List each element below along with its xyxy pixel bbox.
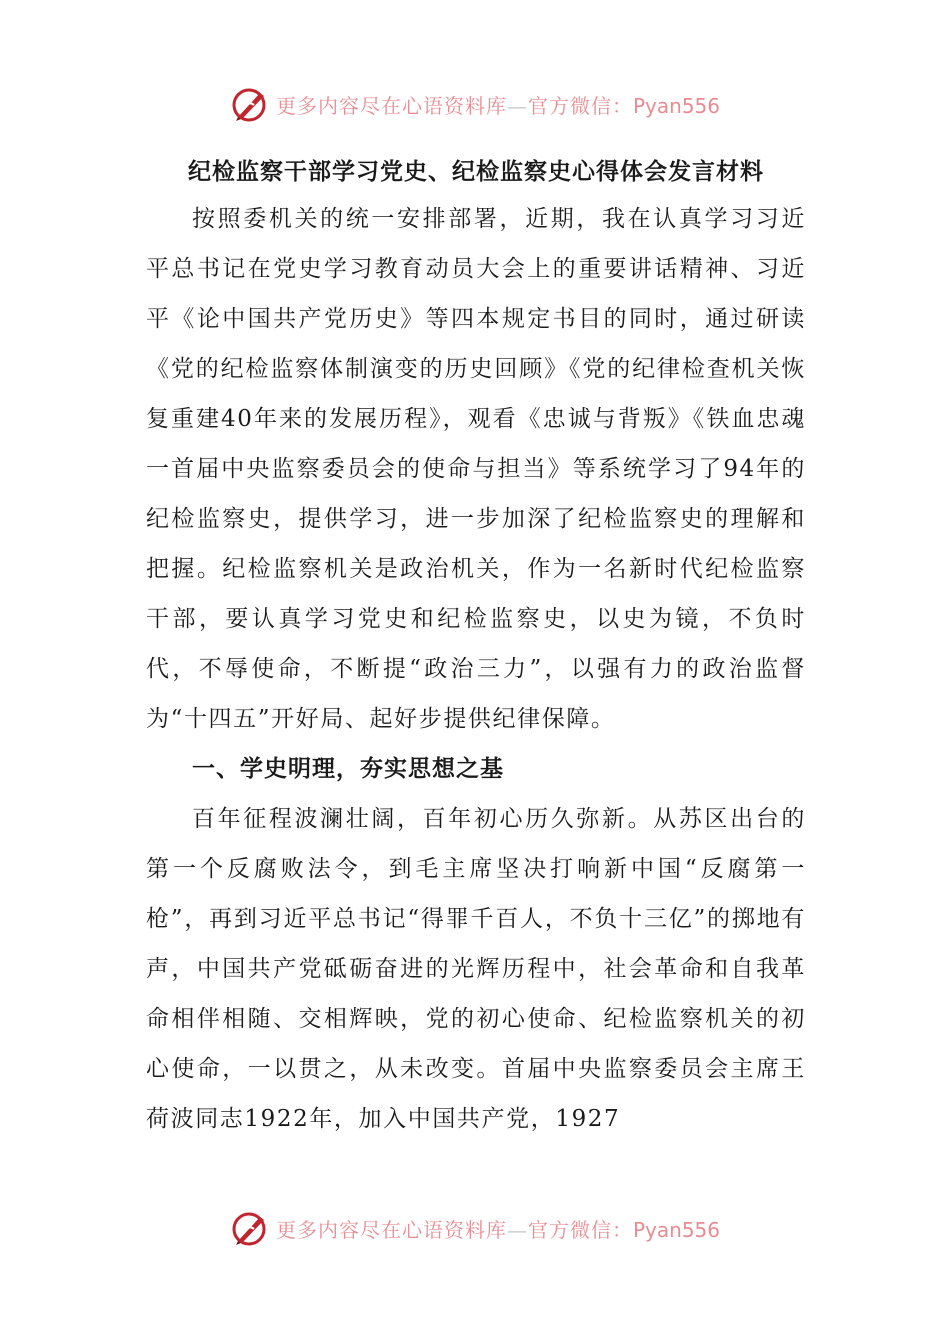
watermark-text: 更多内容尽在心语资料库—官方微信：Pyan556 xyxy=(275,1217,720,1242)
pen-logo-icon xyxy=(230,84,270,124)
pen-logo-icon xyxy=(230,1208,270,1248)
watermark-text: 更多内容尽在心语资料库—官方微信：Pyan556 xyxy=(275,93,720,118)
section-heading: 一、学史明理，夯实思想之基 xyxy=(192,755,504,782)
watermark-footer xyxy=(0,1206,950,1250)
document-body xyxy=(146,150,806,1144)
intro-paragraph: 按照委机关的统一安排部署，近期，我在认真学习习近平总书记在党史学习教育动员大会上的重要讲话精神、习近平《论中国共产党历史》等四本规定书目的同时，通过研读《党的纪检监察体制演变的历史回顾》《党的纪律检查机关恢复重建40年来的发展历程》，观看《忠诚与背叛》《铁血忠魂一首届中央监察委员会的使命与担当》等系统学习了94年的纪检监察史，提供学习，进一步加深了纪检监察史的理解和把握。纪检监察机关是政治机关，作为一名新时代纪检监察干部，要认真学习党史和纪检监察史，以史为镜，不负时代，不辱使命，不断提“政治三力”，以强有力的政治监督为“十四五”开好局、起好步提供纪律保障。 xyxy=(146,206,806,732)
watermark-header xyxy=(0,82,950,126)
section-paragraph: 百年征程波澜壮阔，百年初心历久弥新。从苏区出台的第一个反腐败法令，到毛主席坚决打响新中国“反腐第一枪”，再到习近平总书记“得罪千百人，不负十三亿”的掷地有声，中国共产党砥砺奋进的光辉历程中，社会革命和自我革命相伴相随、交相辉映，党的初心使命、纪检监察机关的初心使命，一以贯之，从未改变。首届中央监察委员会主席王荷波同志1922年，加入中国共产党，1927 xyxy=(146,806,806,1132)
document-title: 纪检监察干部学习党史、纪检监察史心得体会发言材料 xyxy=(188,158,764,185)
